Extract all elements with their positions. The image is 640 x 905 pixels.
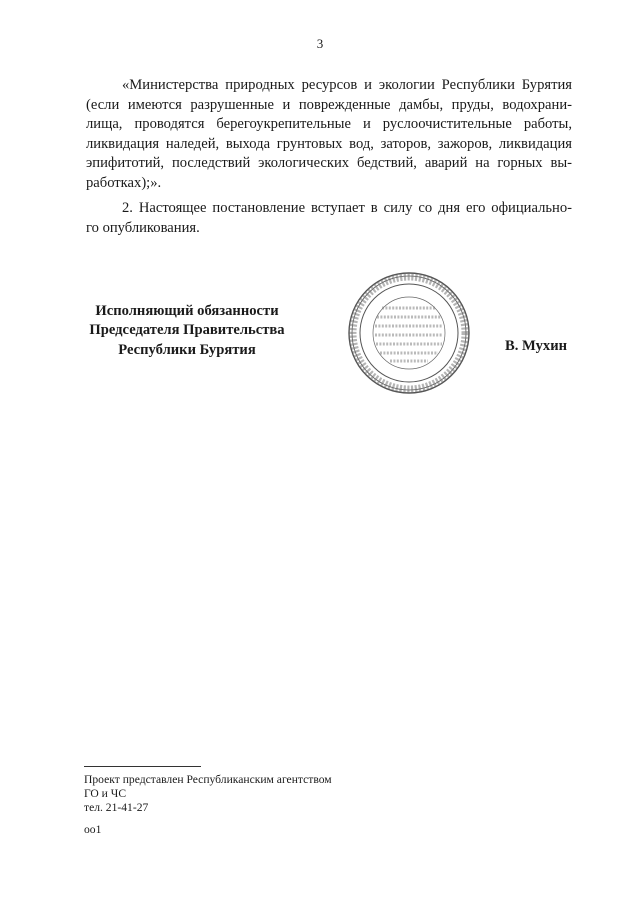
text-line: «Министерства природных ресурсов и экологии Республики Бурятия — [122, 77, 572, 93]
text-line: го опубликования. — [86, 219, 200, 236]
page-number: 3 — [316, 36, 324, 51]
text-line: (если имеются разрушенные и поврежденные дамбы, пруды, водохрани- — [86, 96, 572, 113]
footnote — [84, 773, 332, 815]
signatory-name: В. Мухин — [505, 338, 568, 354]
footnote-divider — [84, 766, 201, 767]
text-line: эпифитотий, последствий экологических бедствий, аварий на горных вы- — [86, 155, 572, 172]
signatory-title-line: Республики Бурятия — [118, 341, 256, 358]
seal-graphic — [346, 270, 472, 396]
text-line: лища, проводятся берегоукрепительные и руслоочистительные работы, — [86, 116, 572, 133]
document-code: оо1 — [84, 823, 102, 836]
text-line: ликвидация наледей, выхода грунтовых вод, заторов, зажоров, ликвидация — [86, 135, 572, 152]
text-line: 2. Настоящее постановление вступает в силу со дня его официально- — [122, 200, 572, 216]
signatory-title — [80, 302, 294, 360]
paragraph-effective-date — [86, 199, 572, 238]
official-seal — [346, 270, 472, 396]
signatory-title-line: Председателя Правительства — [89, 322, 285, 339]
paragraph-ministry-quote — [86, 76, 572, 194]
text-line: работках);». — [86, 174, 162, 191]
footnote-line: ГО и ЧС — [84, 787, 127, 800]
footnote-line: Проект представлен Республиканским агентством — [84, 773, 332, 786]
footnote-line: тел. 21-41-27 — [84, 801, 149, 814]
signatory-title-line: Исполняющий обязанности — [95, 303, 279, 319]
